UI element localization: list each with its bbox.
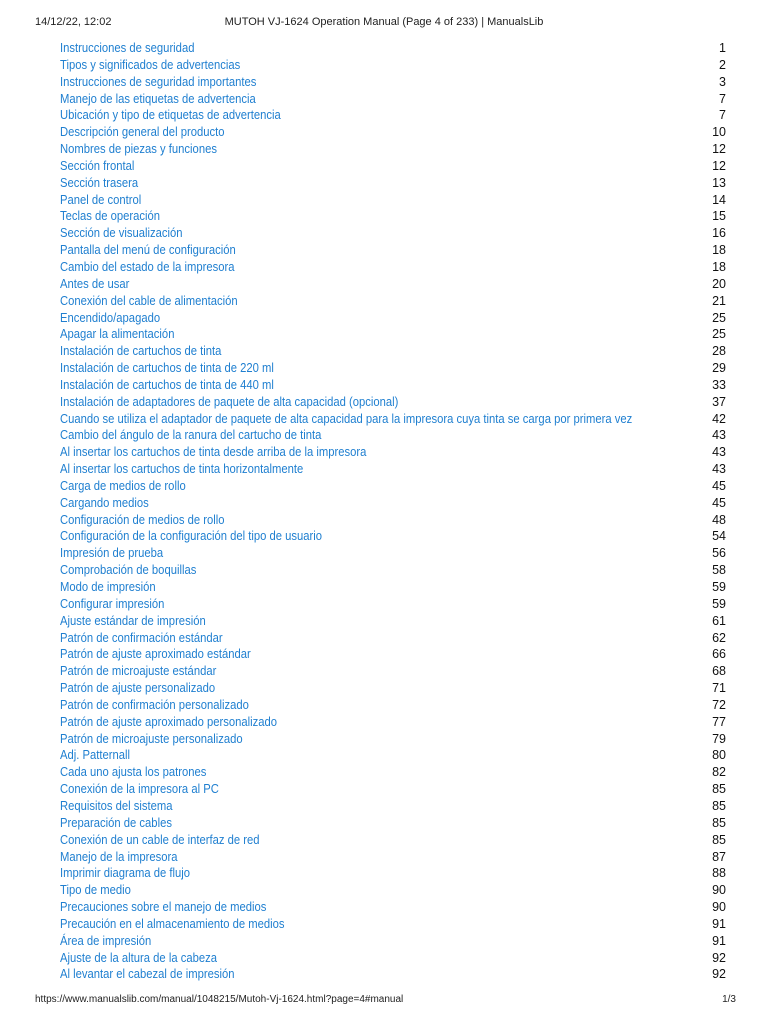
toc-entry[interactable]	[60, 478, 726, 495]
toc-entry-page-number: 10	[712, 125, 726, 140]
toc-entry-link[interactable]: Sección trasera	[60, 175, 139, 190]
toc-entry-page-number: 48	[712, 512, 726, 527]
toc-entry-page-number: 56	[712, 546, 726, 561]
toc-entry[interactable]	[60, 158, 726, 175]
toc-entry-link[interactable]: Sección de visualización	[60, 226, 183, 241]
toc-entry-link[interactable]: Carga de medios de rollo	[60, 478, 186, 493]
toc-entry-link[interactable]: Ajuste estándar de impresión	[60, 613, 206, 628]
toc-entry[interactable]	[60, 124, 726, 141]
toc-entry-page-number: 79	[712, 731, 726, 746]
toc-entry-page-number: 90	[712, 900, 726, 915]
toc-entry[interactable]	[60, 343, 726, 360]
toc-entry[interactable]	[60, 933, 726, 950]
page-indicator: 1/3	[722, 994, 736, 1005]
toc-entry-page-number: 21	[712, 293, 726, 308]
toc-entry-page-number: 12	[712, 158, 726, 173]
toc-entry-page-number: 68	[712, 664, 726, 679]
toc-entry[interactable]	[60, 596, 726, 613]
toc-entry-page-number: 54	[712, 529, 726, 544]
toc-entry-page-number: 3	[719, 74, 726, 89]
toc-entry[interactable]	[60, 377, 726, 394]
toc-entry-link[interactable]: Instrucciones de seguridad importantes	[60, 74, 257, 89]
toc-entry-link[interactable]: Cambio del estado de la impresora	[60, 259, 235, 274]
toc-entry-page-number: 85	[712, 782, 726, 797]
toc-entry-link[interactable]: Ubicación y tipo de etiquetas de advertencia	[60, 108, 281, 123]
toc-entry-page-number: 29	[712, 361, 726, 376]
toc-entry-page-number: 92	[712, 950, 726, 965]
toc-entry[interactable]	[60, 950, 726, 967]
toc-entry-link[interactable]: Patrón de confirmación personalizado	[60, 697, 249, 712]
print-datetime: 14/12/22, 12:02	[35, 16, 112, 28]
toc-entry-link[interactable]: Panel de control	[60, 192, 142, 207]
toc-entry-page-number: 85	[712, 815, 726, 830]
toc-entry-link[interactable]: Área de impresión	[60, 933, 152, 948]
toc-entry[interactable]	[60, 747, 726, 764]
toc-entry[interactable]	[60, 225, 726, 242]
toc-entry-link[interactable]: Instalación de adaptadores de paquete de alta capacidad (opcional)	[60, 394, 399, 409]
toc-entry[interactable]	[60, 899, 726, 916]
toc-entry[interactable]	[60, 562, 726, 579]
toc-entry-page-number: 85	[712, 798, 726, 813]
toc-entry-page-number: 16	[712, 226, 726, 241]
toc-entry-page-number: 59	[712, 596, 726, 611]
toc-entry-link[interactable]: Antes de usar	[60, 276, 130, 291]
toc-entry[interactable]	[60, 175, 726, 192]
toc-entry[interactable]	[60, 579, 726, 596]
table-of-contents	[60, 40, 726, 983]
toc-entry[interactable]	[60, 310, 726, 327]
toc-entry[interactable]	[60, 40, 726, 57]
toc-entry-link[interactable]: Apagar la alimentación	[60, 327, 175, 342]
toc-entry-page-number: 13	[712, 175, 726, 190]
toc-entry-link[interactable]: Instalación de cartuchos de tinta de 220 ml	[60, 361, 274, 376]
toc-entry-link[interactable]: Conexión de un cable de interfaz de red	[60, 832, 260, 847]
toc-entry-page-number: 12	[712, 142, 726, 157]
toc-entry[interactable]	[60, 815, 726, 832]
toc-entry[interactable]	[60, 764, 726, 781]
toc-entry[interactable]	[60, 192, 726, 209]
toc-entry-page-number: 85	[712, 832, 726, 847]
toc-entry[interactable]	[60, 326, 726, 343]
toc-entry-link[interactable]: Instrucciones de seguridad	[60, 41, 195, 55]
toc-entry[interactable]	[60, 697, 726, 714]
toc-entry[interactable]	[60, 259, 726, 276]
toc-entry[interactable]	[60, 528, 726, 545]
toc-entry[interactable]	[60, 276, 726, 293]
toc-entry[interactable]	[60, 512, 726, 529]
toc-entry-link[interactable]: Configurar impresión	[60, 596, 165, 611]
toc-entry-page-number: 7	[719, 108, 726, 123]
toc-entry-link[interactable]: Encendido/apagado	[60, 310, 161, 325]
toc-entry-page-number: 37	[712, 394, 726, 409]
toc-entry[interactable]	[60, 882, 726, 899]
toc-entry-link[interactable]: Al insertar los cartuchos de tinta desde arriba de la impresora	[60, 445, 367, 460]
toc-entry-link[interactable]: Ajuste de la altura de la cabeza	[60, 950, 217, 965]
toc-entry-link[interactable]: Conexión del cable de alimentación	[60, 293, 238, 308]
toc-entry[interactable]	[60, 714, 726, 731]
page-url[interactable]: https://www.manualslib.com/manual/1048215/Mutoh-Vj-1624.html?page=4#manual	[35, 994, 404, 1005]
toc-entry[interactable]	[60, 545, 726, 562]
toc-entry-link[interactable]: Patrón de microajuste personalizado	[60, 731, 243, 746]
toc-entry-page-number: 90	[712, 883, 726, 898]
toc-entry-link[interactable]: Precaución en el almacenamiento de medios	[60, 916, 285, 931]
toc-entry-page-number: 82	[712, 765, 726, 780]
toc-entry[interactable]	[60, 781, 726, 798]
toc-entry-page-number: 1	[719, 41, 726, 55]
toc-entry-page-number: 18	[712, 243, 726, 258]
toc-entry[interactable]	[60, 444, 726, 461]
toc-entry-page-number: 62	[712, 630, 726, 645]
toc-entry-page-number: 43	[712, 445, 726, 460]
toc-entry-page-number: 15	[712, 209, 726, 224]
toc-entry[interactable]	[60, 849, 726, 866]
toc-entry-link[interactable]: Al insertar los cartuchos de tinta horizontalmente	[60, 462, 304, 477]
toc-entry[interactable]	[60, 91, 726, 108]
toc-entry-page-number: 61	[712, 613, 726, 628]
toc-entry-link[interactable]: Manejo de las etiquetas de advertencia	[60, 91, 256, 106]
toc-entry[interactable]	[60, 360, 726, 377]
toc-entry-page-number: 43	[712, 462, 726, 477]
toc-entry[interactable]	[60, 427, 726, 444]
toc-entry-page-number: 45	[712, 495, 726, 510]
toc-entry-link[interactable]: Instalación de cartuchos de tinta de 440 ml	[60, 377, 274, 392]
toc-entry[interactable]	[60, 966, 726, 983]
toc-entry-link[interactable]: Imprimir diagrama de flujo	[60, 866, 191, 881]
toc-entry[interactable]	[60, 293, 726, 310]
toc-entry-page-number: 7	[719, 91, 726, 106]
toc-entry-page-number: 20	[712, 276, 726, 291]
toc-entry[interactable]	[60, 208, 726, 225]
toc-entry[interactable]	[60, 646, 726, 663]
toc-entry-link[interactable]: Pantalla del menú de configuración	[60, 243, 236, 258]
toc-entry-link[interactable]: Patrón de ajuste personalizado	[60, 681, 216, 696]
toc-entry-link[interactable]: Cuando se utiliza el adaptador de paquete de alta capacidad para la impresora cuya tinta se carga por primera vez	[60, 411, 633, 426]
toc-entry-page-number: 2	[719, 57, 726, 72]
toc-entry[interactable]	[60, 141, 726, 158]
toc-entry[interactable]	[60, 107, 726, 124]
toc-entry-link[interactable]: Adj. Patternall	[60, 748, 131, 763]
toc-entry-page-number: 14	[712, 192, 726, 207]
toc-entry-link[interactable]: Configuración de medios de rollo	[60, 512, 225, 527]
toc-entry[interactable]	[60, 663, 726, 680]
toc-entry-page-number: 80	[712, 748, 726, 763]
toc-entry-link[interactable]: Patrón de microajuste estándar	[60, 664, 217, 679]
toc-entry-link[interactable]: Cada uno ajusta los patrones	[60, 765, 207, 780]
toc-entry-page-number: 58	[712, 563, 726, 578]
toc-entry-link[interactable]: Cambio del ángulo de la ranura del cartucho de tinta	[60, 428, 322, 443]
toc-entry[interactable]	[60, 57, 726, 74]
toc-entry-link[interactable]: Cargando medios	[60, 495, 149, 510]
toc-entry-link[interactable]: Tipos y significados de advertencias	[60, 57, 241, 72]
toc-entry-link[interactable]: Requisitos del sistema	[60, 798, 173, 813]
toc-entry-link[interactable]: Nombres de piezas y funciones	[60, 142, 217, 157]
toc-entry-page-number: 71	[712, 681, 726, 696]
toc-entry[interactable]	[60, 832, 726, 849]
toc-entry[interactable]	[60, 461, 726, 478]
toc-entry-link[interactable]: Configuración de la configuración del tipo de usuario	[60, 529, 323, 544]
toc-entry[interactable]	[60, 394, 726, 411]
toc-entry-link[interactable]: Teclas de operación	[60, 209, 161, 224]
toc-entry-page-number: 72	[712, 697, 726, 712]
toc-entry-page-number: 33	[712, 377, 726, 392]
toc-entry-link[interactable]: Instalación de cartuchos de tinta	[60, 344, 222, 359]
toc-entry[interactable]	[60, 680, 726, 697]
toc-entry-page-number: 91	[712, 933, 726, 948]
toc-entry[interactable]	[60, 916, 726, 933]
toc-entry[interactable]	[60, 731, 726, 748]
toc-entry-page-number: 18	[712, 259, 726, 274]
toc-entry-link[interactable]: Patrón de ajuste aproximado estándar	[60, 647, 251, 662]
toc-entry-page-number: 91	[712, 916, 726, 931]
toc-entry-link[interactable]: Impresión de prueba	[60, 546, 164, 561]
toc-entry[interactable]	[60, 242, 726, 259]
toc-entry-link[interactable]: Patrón de confirmación estándar	[60, 630, 223, 645]
toc-entry-page-number: 92	[712, 967, 726, 982]
toc-entry-link[interactable]: Descripción general del producto	[60, 125, 225, 140]
page-title: MUTOH VJ-1624 Operation Manual (Page 4 of 233) | ManualsLib	[224, 16, 544, 28]
toc-entry-page-number: 87	[712, 849, 726, 864]
toc-entry-link[interactable]: Patrón de ajuste aproximado personalizado	[60, 714, 278, 729]
toc-entry-link[interactable]: Manejo de la impresora	[60, 849, 178, 864]
toc-entry-page-number: 25	[712, 310, 726, 325]
toc-entry-link[interactable]: Precauciones sobre el manejo de medios	[60, 900, 267, 915]
toc-entry-link[interactable]: Comprobación de boquillas	[60, 563, 197, 578]
toc-entry[interactable]	[60, 495, 726, 512]
toc-entry-page-number: 43	[712, 428, 726, 443]
toc-entry-page-number: 25	[712, 327, 726, 342]
toc-entry[interactable]	[60, 74, 726, 91]
toc-entry-link[interactable]: Modo de impresión	[60, 580, 156, 594]
toc-entry[interactable]	[60, 630, 726, 647]
toc-entry-link[interactable]: Sección frontal	[60, 158, 135, 173]
toc-entry-page-number: 77	[712, 714, 726, 729]
toc-entry-page-number: 88	[712, 866, 726, 881]
toc-entry-page-number: 66	[712, 647, 726, 662]
toc-entry-page-number: 42	[712, 411, 726, 426]
toc-entry-page-number: 28	[712, 344, 726, 359]
toc-entry[interactable]	[60, 613, 726, 630]
toc-entry-link[interactable]: Conexión de la impresora al PC	[60, 782, 219, 797]
toc-entry-page-number: 59	[712, 580, 726, 594]
toc-entry-link[interactable]: Al levantar el cabezal de impresión	[60, 967, 235, 982]
toc-entry[interactable]	[60, 798, 726, 815]
toc-entry-page-number: 45	[712, 478, 726, 493]
toc-entry[interactable]	[60, 865, 726, 882]
toc-entry-link[interactable]: Preparación de cables	[60, 815, 172, 830]
toc-entry[interactable]	[60, 411, 726, 428]
toc-entry-link[interactable]: Tipo de medio	[60, 883, 131, 898]
